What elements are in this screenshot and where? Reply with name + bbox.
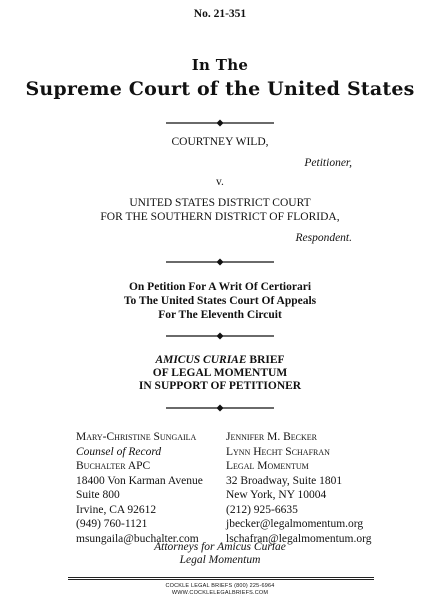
brief-title-italic: AMICUS CURIAE: [155, 354, 247, 366]
brief-title-rest: BRIEF: [246, 354, 285, 366]
petition-line-1: On Petition For A Writ Of Certiorari: [128, 281, 312, 293]
counsel-city: New York, NY 10004: [226, 489, 327, 501]
counsel-email: msungaila@buchalter.com: [76, 532, 199, 545]
counsel-city: Irvine, CA 92612: [76, 503, 157, 516]
counsel-address-1: 32 Broadway, Suite 1801: [226, 474, 343, 487]
counsel-of-record: Counsel of Record: [76, 445, 162, 458]
footer-rule: [68, 577, 374, 578]
printer-credit-line-2: WWW.COCKLELEGALBRIEFS.COM: [171, 590, 269, 596]
brief-title-line-3: IN SUPPORT OF PETITIONER: [138, 380, 302, 392]
brief-title-line-2: OF LEGAL MOMENTUM: [152, 367, 288, 379]
petition-line-2: To The United States Court Of Appeals: [123, 295, 317, 307]
attorneys-for-line-1: Attorneys for Amicus Curiae: [154, 541, 286, 553]
counsel-phone: (212) 925-6635: [226, 503, 298, 516]
counsel-name: Jennifer M. Becker: [226, 431, 317, 443]
petitioner-role: Petitioner,: [304, 157, 352, 169]
respondent-line-1: UNITED STATES DISTRICT COURT: [129, 197, 311, 209]
versus: v.: [216, 176, 224, 188]
attorneys-for-line-2: Legal Momentum: [179, 554, 261, 566]
footer-rule: [68, 579, 374, 580]
petitioner-name: COURTNEY WILD,: [171, 136, 269, 148]
counsel-name: Lynn Hecht Schafran: [226, 445, 330, 458]
brief-title-line-1: [0, 354, 440, 366]
counsel-right-block: [226, 430, 371, 546]
counsel-left-block: [76, 430, 203, 546]
ornament-divider: [0, 331, 440, 341]
court-heading-in-the: In The: [191, 56, 249, 74]
counsel-address-1: 18400 Von Karman Avenue: [76, 474, 203, 487]
respondent-role: Respondent.: [295, 232, 352, 244]
counsel-name: Mary-Christine Sungaila: [76, 431, 197, 443]
counsel-address-2: Suite 800: [76, 489, 120, 501]
court-heading-name: Supreme Court of the United States: [25, 78, 415, 100]
ornament-divider: [0, 257, 440, 267]
counsel-phone: (949) 760-1121: [76, 518, 148, 530]
ornament-divider: [0, 118, 440, 128]
printer-credit-line-1: COCKLE LEGAL BRIEFS (800) 225-6964: [165, 583, 275, 589]
counsel-org: Legal Momentum: [226, 460, 309, 472]
counsel-email: jbecker@legalmomentum.org: [226, 518, 364, 530]
petition-line-3: For The Eleventh Circuit: [158, 309, 282, 321]
ornament-divider: [0, 403, 440, 413]
respondent-line-2: FOR THE SOUTHERN DISTRICT OF FLORIDA,: [100, 211, 340, 223]
counsel-email: lschafran@legalmomentum.org: [226, 532, 372, 545]
counsel-firm: Buchalter APC: [76, 460, 151, 472]
docket-number: No. 21-351: [193, 8, 247, 20]
